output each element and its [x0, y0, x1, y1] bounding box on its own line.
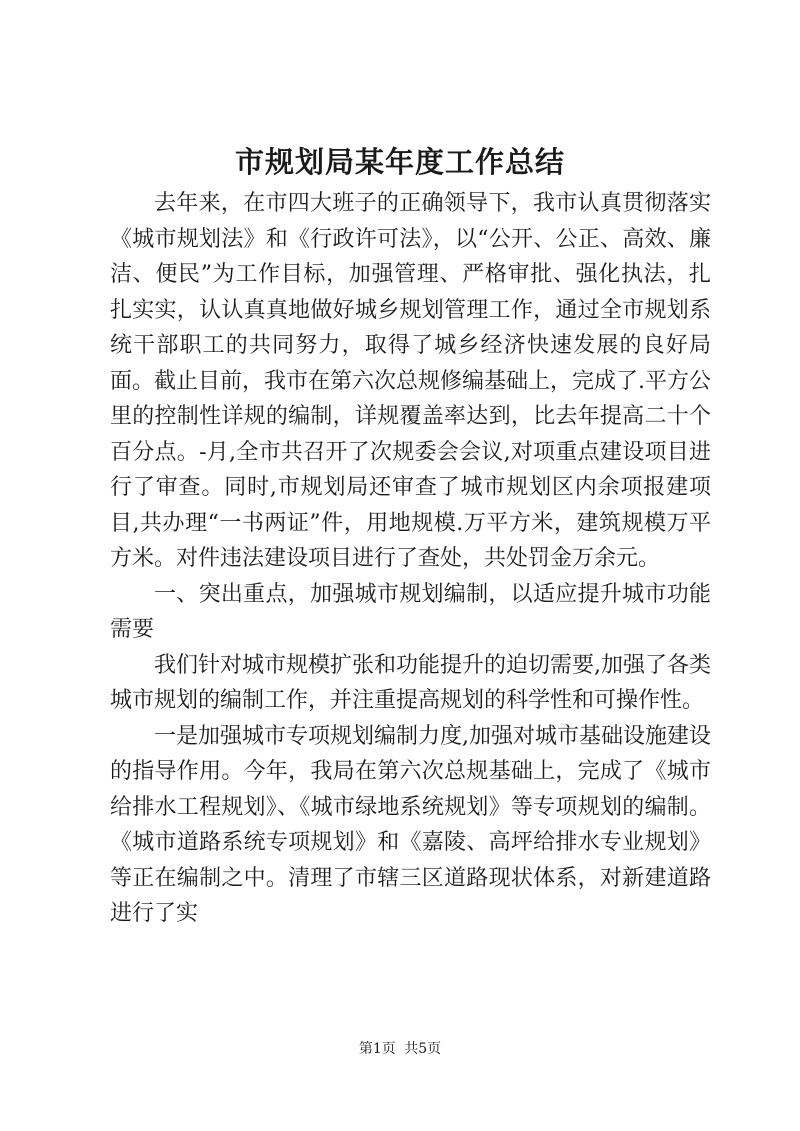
- section-heading-1: 一、突出重点，加强城市规划编制，以适应提升城市功能需要: [110, 581, 711, 642]
- paragraph-intro: 去年来，在市四大班子的正确领导下，我市认真贯彻落实《城市规划法》和《行政许可法》，以“公开、公正、高效、廉洁、便民”为工作目标，加强管理、严格审批、强化执法，扎扎实实，认认真真地做好城乡规划管理工作，通过全市规划系统干部职工的共同努力，取得了城乡经济快速发展的良好局面。截止目前，我市在第六次总规修编基础上，完成了.平方公里的控制性详规的编制，详规覆盖率达到，比去年提高二十个百分点。-月,全市共召开了次规委会会议,对项重点建设项目进行了审查。同时,市规划局还审查了城市规划区内余项报建项目,共办理“一书两证”件，用地规模.万平方米，建筑规模万平方米。对件违法建设项目进行了查处，共处罚金万余元。: [110, 191, 711, 571]
- document-title: 市规划局某年度工作总结: [234, 145, 565, 179]
- document-body: [110, 186, 711, 932]
- paragraph-section-1-point-1: 一是加强城市专项规划编制力度,加强对城市基础设施建设的指导作用。今年，我局在第六次总规基础上，完成了《城市给排水工程规划》、《城市绿地系统规划》等专项规划的编制。《城市道路系统专项规划》和《嘉陵、高坪给排水专业规划》等正在编制之中。清理了市辖三区道路现状体系，对新建道路进行了实: [110, 723, 711, 926]
- page-total: 共5页: [404, 1041, 442, 1057]
- page-number: 第1页: [358, 1041, 396, 1057]
- page-footer: [0, 1039, 800, 1059]
- paragraph-section-1-summary: 我们针对城市规模扩张和功能提升的迫切需要,加强了各类城市规划的编制工作，并注重提高规划的科学性和可操作性。: [110, 652, 711, 713]
